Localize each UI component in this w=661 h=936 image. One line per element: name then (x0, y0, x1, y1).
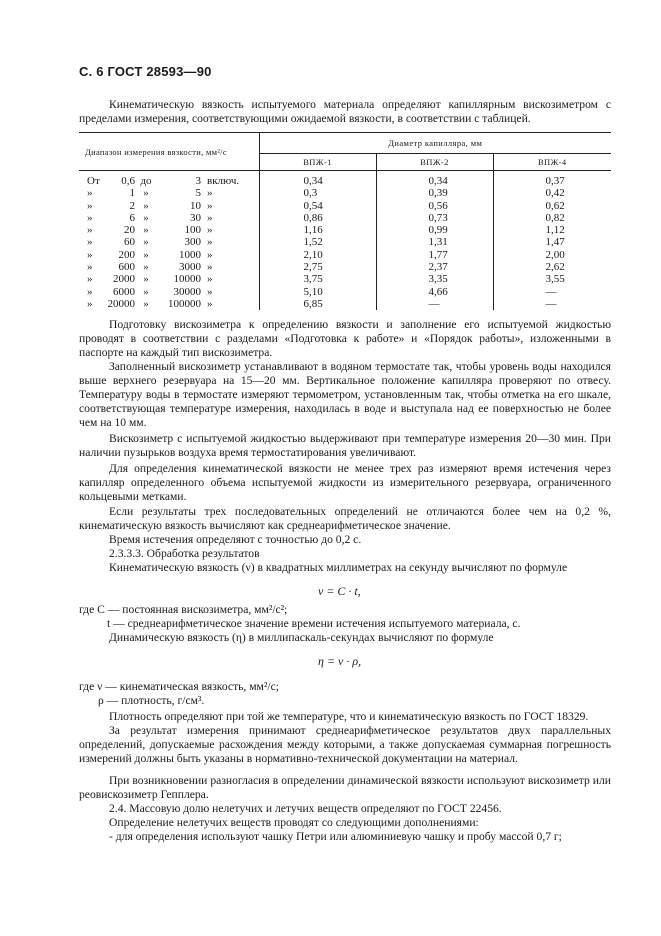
range-end: » (207, 261, 213, 274)
range-column-header: Диапазон измерения вязкости, мм²/с (79, 133, 259, 171)
table-row (79, 171, 611, 188)
range-a: » (87, 236, 93, 249)
range-lo: 0,6 (121, 175, 135, 187)
diameter-cell-v2: 0,73 (376, 212, 493, 224)
range-a: » (87, 248, 93, 261)
diameter-cell-v4: 0,62 (545, 199, 565, 212)
range-a: » (87, 285, 93, 298)
paragraph-measurement-result: За результат измерения принимают среднеарифметическое результатов двух параллельных определений, допускаемые расхождения между которыми, а также допускаемая суммарная погрешность измерений должны быть указаны в нормативно-технической документации на материал. (79, 724, 611, 765)
range-a: » (87, 187, 93, 200)
range-mid: » (143, 211, 149, 224)
range-a: От (87, 175, 100, 187)
range-hi: 3 (195, 175, 201, 187)
diameter-cell-v2: 2,37 (376, 261, 493, 273)
table-row (79, 286, 611, 298)
diameter-cell-v4: 0,42 (545, 187, 565, 200)
diameter-cell-v2: 0,39 (376, 187, 493, 199)
table-body (79, 171, 611, 311)
where-kinematic: где ν — кинематическая вязкость, мм²/с; (79, 680, 279, 693)
range-hi: 1000 (179, 248, 201, 261)
range-cell (79, 273, 259, 285)
diameter-cell-v4: 1,12 (545, 224, 565, 237)
diameter-cell-v1: 1,52 (259, 236, 376, 248)
diameter-cell-v1: 2,75 (259, 261, 376, 273)
range-cell (79, 249, 259, 261)
table-row (79, 200, 611, 212)
diameter-cell-v1: 1,16 (259, 224, 376, 236)
diameter-cell-v2: 0,56 (376, 200, 493, 212)
range-lo: 20 (124, 224, 135, 237)
range-mid: » (143, 285, 149, 298)
diameter-cell-v1: 3,75 (259, 273, 376, 285)
where-constant: где C — постоянная вискозиметра, мм²/с²; (79, 603, 288, 616)
diameter-cell-v4: 0,82 (545, 211, 565, 224)
range-hi: 300 (184, 236, 201, 249)
diameter-cell-v2: 4,66 (376, 286, 493, 298)
range-cell (79, 286, 259, 298)
diameter-cell-v2: 1,31 (376, 236, 493, 248)
range-end: » (207, 297, 213, 310)
diameter-cell-v2: 0,99 (376, 224, 493, 236)
range-cell (79, 224, 259, 236)
range-end: » (207, 236, 213, 249)
range-lo: 2000 (113, 273, 135, 286)
where-time: t — среднеарифметическое значение времени истечения испытуемого материала, с. (107, 617, 521, 630)
range-cell (79, 298, 259, 310)
range-mid: » (143, 297, 149, 310)
table-row (79, 212, 611, 224)
table-row (79, 273, 611, 285)
col-vpzh1-header: ВПЖ-1 (259, 154, 376, 171)
range-end: » (207, 199, 213, 212)
range-lo: 600 (118, 261, 135, 274)
section-heading-processing: 2.3.3.3. Обработка результатов (109, 547, 260, 560)
diameter-cell-v1: 0,86 (259, 212, 376, 224)
range-lo: 2 (129, 199, 135, 212)
section-2-4: 2.4. Массовую долю нелетучих и летучих веществ определяют по ГОСТ 22456. (109, 802, 502, 815)
diameter-cell-v1: 0,3 (259, 187, 376, 199)
diameter-cell-v2: — (376, 298, 493, 310)
diameter-cell-v4: 1,47 (545, 236, 565, 249)
range-end: » (207, 285, 213, 298)
paragraph-disagreement: При возникновении разногласия в определении динамической вязкости используют вискозиметр или реовискозиметр Гепплера. (79, 774, 611, 801)
range-lo: 1 (129, 187, 135, 200)
formula-dynamic: η = ν · ρ, (318, 654, 362, 668)
page-header: С. 6 ГОСТ 28593—90 (79, 64, 212, 79)
paragraph-petri-dish: - для определения используют чашку Петри или алюминиевую чашку и пробу массой 0,7 г; (109, 830, 562, 843)
range-hi: 100 (184, 224, 201, 237)
range-end: » (207, 248, 213, 261)
paragraph-thermostat: Заполненный вискозиметр устанавливают в водяном термостате так, чтобы уровень воды находился выше верхнего резервуара на 15—20 мм. Вертикальное положение капилляра проверяют по отвесу. Температуру воды в термостате измеряют термометром, установленным так, чтобы отметка на его шкале, соответствующая температуре измерения, находилась в воде и выступала над ее поверхностью не более чем на 10 мм. (79, 360, 611, 429)
paragraph-holding: Вискозиметр с испытуемой жидкостью выдерживают при температуре измерения 20—30 мин. При наличии пузырьков воздуха время термостатирования увеличивают. (79, 432, 611, 459)
range-mid: » (143, 248, 149, 261)
paragraph-nonvolatile: Определение нелетучих веществ проводят со следующими дополнениями: (109, 816, 479, 829)
diameter-cell-v1: 2,10 (259, 249, 376, 261)
paragraph-preparation: Подготовку вискозиметра к определению вязкости и заполнение его испытуемой жидкостью проводят в соответствии с разделами «Подготовка к работе» и «Порядок работы», изложенными в паспорте на каждый тип вискозиметра. (79, 318, 611, 359)
range-lo: 20000 (107, 297, 135, 310)
diameter-cell-v2: 3,35 (376, 273, 493, 285)
range-hi: 5 (195, 187, 201, 200)
diameter-cell-v1: 0,54 (259, 200, 376, 212)
table-row (79, 261, 611, 273)
diameter-cell-v2: 1,77 (376, 249, 493, 261)
range-mid: » (143, 236, 149, 249)
table-row (79, 298, 611, 310)
range-cell (79, 236, 259, 248)
range-cell (79, 171, 259, 188)
range-a: » (87, 261, 93, 274)
range-end: » (207, 187, 213, 200)
range-mid: » (143, 187, 149, 200)
range-lo: 60 (124, 236, 135, 249)
paragraph-results: Если результаты трех последовательных определений не отличаются более чем на 0,2 %, кинематическую вязкость вычисляют как среднеарифметическое значение. (79, 505, 611, 532)
table-row (79, 236, 611, 248)
diameter-cell-v1: 5,10 (259, 286, 376, 298)
paragraph-kinematic-formula: Кинематическую вязкость (ν) в квадратных миллиметрах на секунду вычисляют по формуле (109, 561, 568, 574)
range-cell (79, 187, 259, 199)
diameter-cell-v2: 0,34 (376, 171, 493, 188)
table-row (79, 249, 611, 261)
diameter-group-header: Диаметр капилляра, мм (388, 138, 483, 148)
range-lo: 6000 (113, 285, 135, 298)
range-a: » (87, 224, 93, 237)
range-a: » (87, 211, 93, 224)
range-end: » (207, 211, 213, 224)
range-mid: » (143, 273, 149, 286)
range-lo: 6 (129, 211, 135, 224)
range-lo: 200 (118, 248, 135, 261)
range-hi: 10 (190, 199, 201, 212)
viscosity-table (79, 132, 611, 310)
paragraph-time-accuracy: Время истечения определяют с точностью до 0,2 с. (109, 533, 362, 546)
col-vpzh4-header: ВПЖ-4 (493, 154, 611, 171)
range-hi: 30 (190, 211, 201, 224)
where-density: ρ — плотность, г/см³. (98, 694, 205, 707)
range-a: » (87, 273, 93, 286)
range-cell (79, 200, 259, 212)
range-mid: до (140, 175, 152, 187)
formula-kinematic: ν = C · t, (318, 584, 361, 598)
diameter-cell-v4: 2,62 (545, 261, 565, 274)
diameter-cell-v1: 6,85 (259, 298, 376, 310)
range-hi: 3000 (179, 261, 201, 274)
diameter-cell-v1: 0,34 (259, 171, 376, 188)
range-hi: 100000 (168, 297, 201, 310)
diameter-cell-v4: 2,00 (545, 248, 565, 261)
range-mid: » (143, 261, 149, 274)
table-row (79, 224, 611, 236)
paragraph-density: Плотность определяют при той же температуре, что и кинематическую вязкость по ГОСТ 18329. (109, 710, 589, 723)
diameter-cell-v4: — (545, 297, 557, 310)
range-end: » (207, 273, 213, 286)
paragraph-dynamic-formula: Динамическую вязкость (η) в миллипаскаль-секундах вычисляют по формуле (109, 631, 494, 644)
range-cell (79, 261, 259, 273)
range-mid: » (143, 224, 149, 237)
paragraph-measurement: Для определения кинематической вязкости не менее трех раз измеряют время истечения через капилляр определенного объема испытуемой жидкости из измерительного резервуара, ограниченного кольцевыми метками. (79, 462, 611, 503)
range-cell (79, 212, 259, 224)
diameter-cell-v4: 3,55 (545, 273, 565, 286)
range-hi: 10000 (173, 273, 201, 286)
col-vpzh2-header: ВПЖ-2 (376, 154, 493, 171)
range-mid: » (143, 199, 149, 212)
range-end: включ. (207, 175, 240, 187)
intro-paragraph: Кинематическую вязкость испытуемого материала определяют капиллярным вискозиметром с пределами измерения, соответствующими ожидаемой вязкости, в соответствии с таблицей. (79, 98, 611, 125)
range-a: » (87, 297, 93, 310)
range-end: » (207, 224, 213, 237)
diameter-cell-v4: 0,37 (545, 175, 565, 187)
range-a: » (87, 199, 93, 212)
table-row (79, 187, 611, 199)
diameter-cell-v4: — (545, 285, 557, 298)
range-hi: 30000 (173, 285, 201, 298)
